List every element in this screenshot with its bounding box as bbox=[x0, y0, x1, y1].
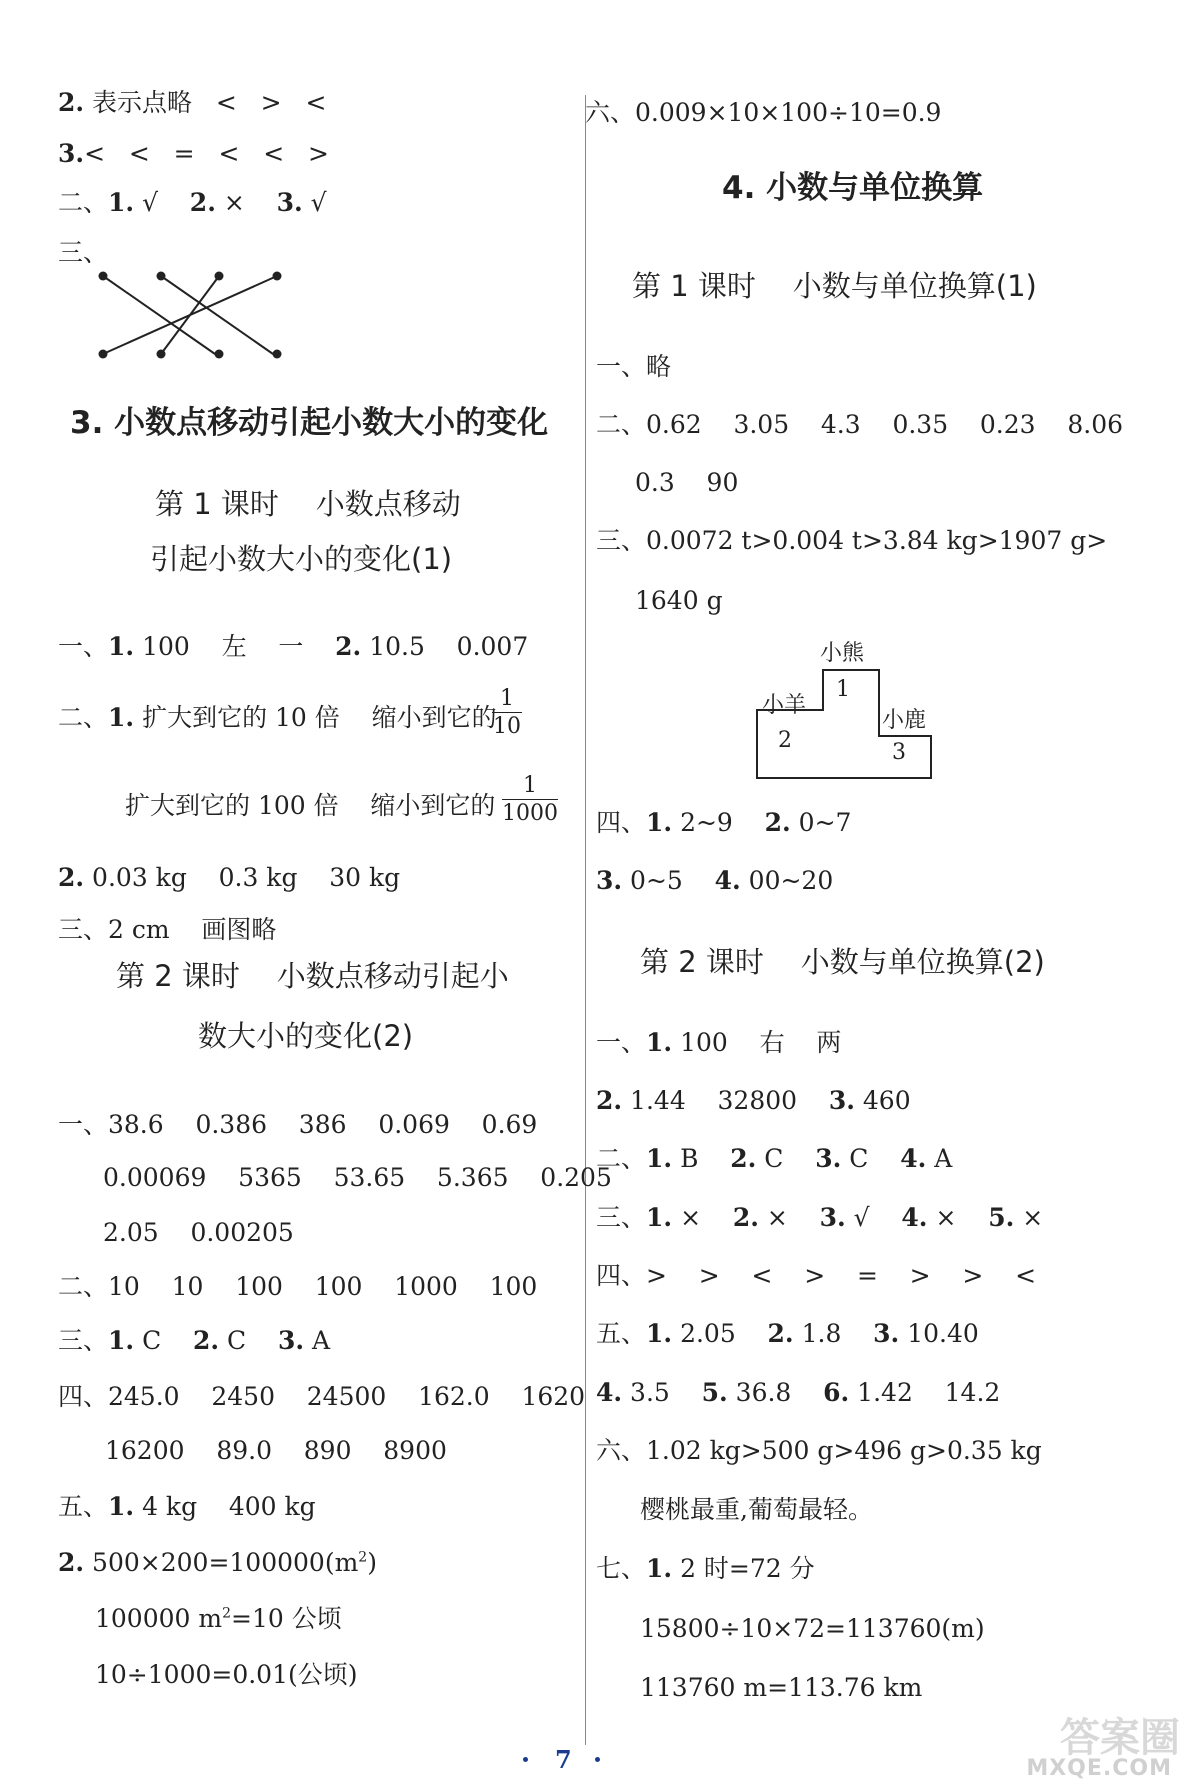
answer-line: 一、1. 100 左 一 2. 10.5 0.007 bbox=[58, 632, 529, 661]
podium-right-label: 小鹿 bbox=[882, 708, 927, 733]
answer-line: 2. 0.03 kg 0.3 kg 30 kg bbox=[58, 863, 401, 892]
fraction: $\frac{1}{10}$ bbox=[493, 686, 521, 739]
answer-line: 16200 89.0 890 8900 bbox=[105, 1436, 447, 1465]
answer-line: 七、1. 2 时=72 分 bbox=[596, 1554, 815, 1583]
answer-line: 二、0.62 3.05 4.3 0.35 0.23 8.06 bbox=[596, 410, 1124, 439]
page-dot-right bbox=[595, 1757, 600, 1762]
answer-line: 一、略 bbox=[596, 352, 672, 381]
answer-line: 三、0.0072 t>0.004 t>3.84 kg>1907 g> bbox=[596, 526, 1108, 555]
lesson-title: 引起小数大小的变化(1) bbox=[150, 542, 453, 576]
section-title: 4. 小数与单位换算 bbox=[722, 170, 984, 206]
lesson-title: 第 1 课时 小数点移动 bbox=[155, 487, 461, 521]
answer-line: 0.3 90 bbox=[635, 468, 739, 497]
answer-line: 六、1.02 kg>500 g>496 g>0.35 kg bbox=[596, 1436, 1042, 1465]
answer-line: 0.00069 5365 53.65 5.365 0.205 bbox=[103, 1163, 612, 1192]
answer-line: 三、2 cm 画图略 bbox=[58, 915, 277, 944]
answer-line: 扩大到它的 100 倍 缩小到它的 bbox=[125, 791, 496, 820]
lesson-title: 第 2 课时 小数点移动引起小 bbox=[116, 959, 509, 993]
page-dot-left bbox=[523, 1757, 528, 1762]
podium-second: 2 bbox=[778, 728, 792, 753]
answer-line: 三、1. × 2. × 3. √ 4. × 5. × bbox=[596, 1203, 1044, 1232]
answer-line: 樱桃最重,葡萄最轻。 bbox=[640, 1495, 873, 1524]
lesson-title: 第 1 课时 小数与单位换算(1) bbox=[632, 269, 1037, 303]
answer-line: 1640 g bbox=[635, 586, 723, 615]
answer-line: 3. 0~5 4. 00~20 bbox=[596, 866, 834, 895]
answer-line: 100000 $m^2=10$ 公顷 bbox=[95, 1604, 342, 1633]
answer-line: 2. 表示点略 < > < bbox=[58, 88, 327, 117]
answer-line: 2. $500\times 200=100000(m^2)$ bbox=[58, 1548, 377, 1577]
answer-line: 六、0.009×10×100÷10=0.9 bbox=[585, 98, 942, 127]
answer-line: 二、1. B 2. C 3. C 4. A bbox=[596, 1144, 953, 1173]
answer-line: 四、245.0 2450 24500 162.0 1620 bbox=[58, 1382, 586, 1411]
answer-line: 三、1. C 2. C 3. A bbox=[58, 1326, 331, 1355]
podium-left-label: 小羊 bbox=[762, 693, 807, 718]
section-title: 3. 小数点移动引起小数大小的变化 bbox=[70, 405, 549, 441]
lesson-title: 第 2 课时 小数与单位换算(2) bbox=[640, 945, 1045, 979]
answer-line: 4. 3.5 5. 36.8 6. 1.42 14.2 bbox=[596, 1378, 1001, 1407]
answer-line: 2.05 0.00205 bbox=[103, 1218, 294, 1247]
watermark-url: MXQE.COM bbox=[1026, 1756, 1172, 1781]
page-number: 7 bbox=[555, 1745, 572, 1774]
answer-line: 五、1. 4 kg 400 kg bbox=[58, 1492, 316, 1521]
answer-line: 二、10 10 100 100 1000 100 bbox=[58, 1272, 538, 1301]
answer-line: 三、 bbox=[58, 238, 109, 267]
matching-lines-diagram bbox=[95, 262, 295, 362]
column-divider bbox=[585, 95, 586, 1745]
podium-top-label: 小熊 bbox=[820, 641, 865, 666]
answer-line: 五、1. 2.05 2. 1.8 3. 10.40 bbox=[596, 1319, 979, 1348]
answer-line: 15800÷10×72=113760(m) bbox=[640, 1614, 985, 1643]
answer-line: 二、1. √ 2. × 3. √ bbox=[58, 188, 327, 217]
answer-line: 四、> > < > = > > < bbox=[596, 1261, 1037, 1290]
podium-third: 3 bbox=[892, 740, 906, 765]
answer-line: 四、1. 2~9 2. 0~7 bbox=[596, 808, 852, 837]
answer-line: 一、38.6 0.386 386 0.069 0.69 bbox=[58, 1110, 538, 1139]
podium-first: 1 bbox=[836, 677, 850, 702]
lesson-title: 数大小的变化(2) bbox=[198, 1019, 414, 1053]
answer-line: 2. 1.44 32800 3. 460 bbox=[596, 1086, 911, 1115]
answer-line: 113760 m=113.76 km bbox=[640, 1673, 923, 1702]
watermark-logo: 答案圈 bbox=[1060, 1715, 1180, 1761]
answer-line: 二、1. 扩大到它的 10 倍 缩小到它的 bbox=[58, 703, 497, 732]
fraction: $\frac{1}{1000}$ bbox=[502, 773, 558, 826]
answer-line: 10÷1000=0.01(公顷) bbox=[95, 1660, 358, 1689]
answer-line: 一、1. 100 右 两 bbox=[596, 1028, 842, 1057]
answer-line: 3.< < = < < > bbox=[58, 139, 329, 168]
